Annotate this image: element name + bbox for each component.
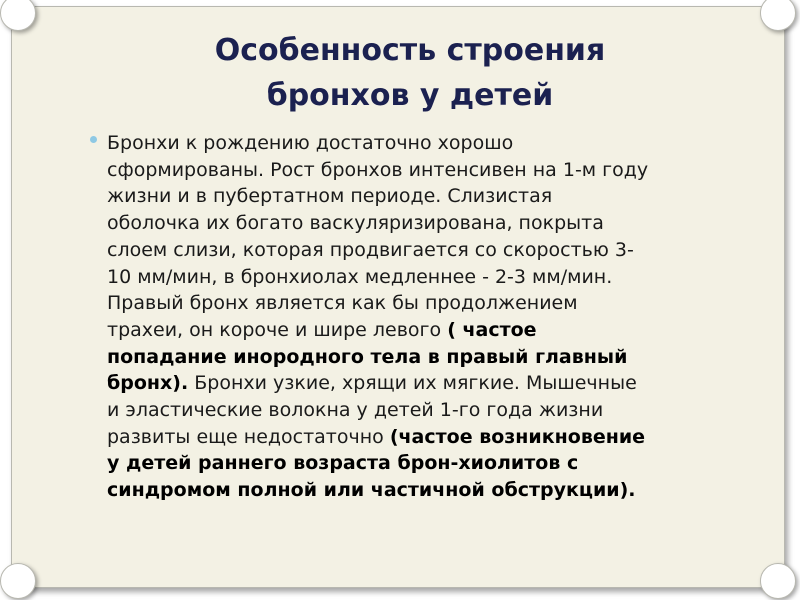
corner-decoration-bottom-right <box>760 563 796 599</box>
body-text-segment: Бронхи к рождению достаточно хорошо <box>107 132 514 154</box>
body-text-line <box>107 450 757 477</box>
body-text-line <box>107 183 757 210</box>
body-text-line <box>107 237 757 264</box>
body-text-bold-segment: ( частое <box>447 318 537 341</box>
body-text-line <box>107 370 757 397</box>
body-text-bold-segment: у детей раннего возраста брон-хиолитов с <box>107 452 579 475</box>
body-text-segment: 10 мм/мин, в бронхиолах медленнее - 2-3 мм/мин. <box>107 265 613 288</box>
slide-title <box>40 28 780 118</box>
body-text-segment: и эластические волокна у детей 1-го года жизни <box>107 399 604 422</box>
body-text-segment: трахеи, он короче и шире левого <box>107 318 448 341</box>
body-text-segment: Бронхи узкие, хрящи их мягкие. Мышечные <box>188 372 637 395</box>
slide-title-line-2: бронхов у детей <box>266 78 554 113</box>
body-text-segment: Правый бронх является как бы продолжением <box>107 292 578 315</box>
body-text-segment: сформированы. Рост бронхов интенсивен на 1-м году <box>107 158 649 181</box>
body-text-line <box>107 397 757 424</box>
body-text-bold-segment: бронх). <box>107 372 189 395</box>
body-text-line <box>107 264 757 291</box>
body-text-line <box>107 157 757 184</box>
body-text-line <box>107 210 757 237</box>
slide-title-line-1: Особенность строения <box>214 33 606 68</box>
corner-decoration-top-right <box>760 0 796 31</box>
body-text-line <box>107 317 757 344</box>
body-text-segment: жизни и в пубертатном периоде. Слизистая <box>107 185 553 208</box>
corner-decoration-top-left <box>0 0 36 31</box>
body-text-segment: развиты еще недостаточно <box>107 425 390 448</box>
body-text-bold-segment: (частое возникновение <box>389 425 646 448</box>
body-text-line <box>107 290 757 317</box>
body-text-line <box>107 477 757 504</box>
body-text-bold-segment: синдромом полной или частичной обструкции). <box>107 479 636 502</box>
body-text-segment: слоем слизи, которая продвигается со скоростью 3- <box>107 238 634 261</box>
body-text-line <box>107 130 757 157</box>
bullet-icon <box>90 136 97 143</box>
slide-body-text <box>107 130 757 504</box>
body-text-line <box>107 424 757 451</box>
body-text-segment: оболочка их богато васкуляризирована, покрыта <box>107 212 604 235</box>
body-text-line <box>107 344 757 371</box>
body-text-bold-segment: попадание инородного тела в правый главный <box>107 345 628 368</box>
corner-decoration-bottom-left <box>0 563 36 599</box>
